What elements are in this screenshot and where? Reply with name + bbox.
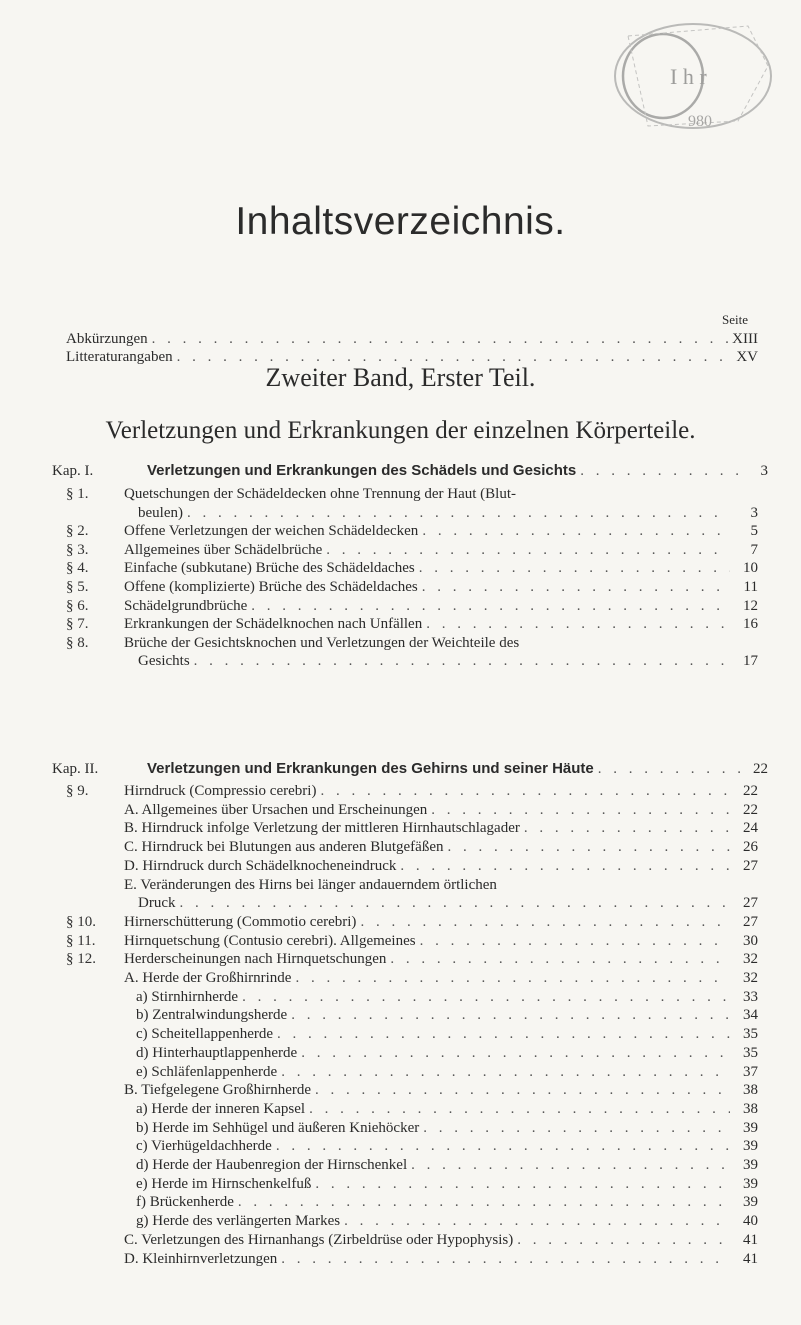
toc-entry xyxy=(124,1082,758,1099)
chapter-number: Kap. I. xyxy=(52,463,94,479)
entry-page: 39 xyxy=(743,1138,758,1155)
toc-entry xyxy=(124,858,758,875)
toc-entry xyxy=(138,895,758,912)
toc-entry xyxy=(124,914,758,931)
band-title: Zweiter Band, Erster Teil. xyxy=(265,363,536,392)
entry-label: Druck xyxy=(138,895,176,912)
entry-page: 32 xyxy=(743,970,758,986)
entry-label-line1: E. Veränderungen des Hirns bei länger andauerndem örtlichen xyxy=(124,876,497,893)
toc-entry xyxy=(136,1157,758,1174)
entry-label: b) Herde im Sehhügel und äußeren Kniehöcker xyxy=(136,1119,420,1136)
entry-label: Abkürzungen xyxy=(66,331,148,347)
toc-entry xyxy=(136,1120,758,1137)
entry-label: g) Herde des verlängerten Markes xyxy=(136,1213,341,1230)
part-title: Verletzungen und Erkrankungen der einzelnen Körperteile. xyxy=(105,417,696,444)
toc-entry xyxy=(136,1176,758,1193)
entry-page: 39 xyxy=(743,1119,758,1136)
entry-label: A. Allgemeines über Ursachen und Erscheinungen xyxy=(124,801,428,818)
toc-entry xyxy=(136,1194,758,1211)
section-number: § 3. xyxy=(66,541,89,558)
entry-page: 7 xyxy=(750,541,758,558)
entry-label: Hirndruck (Compressio cerebri) xyxy=(124,783,317,799)
entry-label: Schädelgrundbrüche xyxy=(124,597,248,614)
toc-entry xyxy=(136,1138,758,1155)
toc-entry xyxy=(136,1064,758,1081)
stamp-text-bottom: 980 xyxy=(688,113,712,130)
chapter-title: Verletzungen und Erkrankungen des Schädels und Gesichts xyxy=(147,462,577,479)
entry-label: c) Scheitellappenherde xyxy=(136,1026,274,1043)
toc-entry xyxy=(136,1101,758,1118)
entry-page: 39 xyxy=(743,1157,758,1173)
entry-label: Hirnquetschung (Contusio cerebri). Allgemeines xyxy=(124,932,416,949)
section-number: § 11. xyxy=(66,932,96,949)
toc-entry xyxy=(136,1026,758,1043)
toc-entry xyxy=(136,1007,758,1024)
section-number: § 5. xyxy=(66,579,89,595)
entry-label: a) Stirnhirnherde xyxy=(136,988,239,1005)
toc-entry xyxy=(124,598,758,615)
entry-page: XV xyxy=(736,349,758,365)
toc-entry xyxy=(124,970,758,987)
entry-label: D. Hirndruck durch Schädelknocheneindruck xyxy=(124,857,397,874)
entry-page: 34 xyxy=(743,1007,758,1024)
entry-page: 33 xyxy=(743,988,758,1005)
entry-page: 24 xyxy=(743,820,758,837)
entry-page: 30 xyxy=(743,932,758,949)
section-number: § 12. xyxy=(66,951,96,968)
entry-page: 38 xyxy=(743,1082,758,1099)
entry-page: 27 xyxy=(743,857,758,874)
entry-page: 38 xyxy=(743,1100,758,1117)
toc-entry xyxy=(124,802,758,819)
toc-entry xyxy=(124,560,758,577)
stamp-text-top: I h r xyxy=(670,64,707,89)
section-number: § 4. xyxy=(66,560,89,577)
entry-page: 22 xyxy=(743,783,758,799)
entry-label: b) Zentralwindungsherde xyxy=(136,1007,288,1024)
entry-label: f) Brückenherde xyxy=(136,1194,234,1211)
entry-label: d) Herde der Haubenregion der Hirnschenkel xyxy=(136,1157,408,1173)
entry-label: Litteraturangaben xyxy=(66,349,173,365)
toc-entry xyxy=(124,523,758,540)
toc-entry xyxy=(136,989,758,1006)
entry-page: 41 xyxy=(743,1250,758,1267)
entry-page: 10 xyxy=(743,560,758,577)
entry-page: 35 xyxy=(743,1044,758,1061)
chapter-heading xyxy=(52,462,768,480)
entry-page: XIII xyxy=(732,331,758,347)
entry-label: d) Hinterhauptlappenherde xyxy=(136,1044,298,1061)
toc-entry xyxy=(124,1251,758,1268)
entry-label: D. Kleinhirnverletzungen xyxy=(124,1250,278,1267)
entry-label: C. Hirndruck bei Blutungen aus anderen Blutgefäßen xyxy=(124,839,444,856)
entry-page: 41 xyxy=(743,1231,758,1248)
entry-label: C. Verletzungen des Hirnanhangs (Zirbeldrüse oder Hypophysis) xyxy=(124,1231,514,1248)
entry-page: 5 xyxy=(750,523,758,540)
chapter-page: 22 xyxy=(753,761,768,777)
toc-entry xyxy=(66,331,758,348)
entry-label: Hirnerschütterung (Commotio cerebri) xyxy=(124,913,357,930)
entry-label: A. Herde der Großhirnrinde xyxy=(124,970,292,986)
entry-label: Offene Verletzungen der weichen Schädeldecken xyxy=(124,523,419,540)
entry-page: 12 xyxy=(743,597,758,614)
page-title: Inhaltsverzeichnis. xyxy=(235,200,566,243)
entry-page: 39 xyxy=(743,1175,758,1192)
section-number: § 1. xyxy=(66,486,89,502)
entry-page: 3 xyxy=(750,504,758,521)
chapter-number: Kap. II. xyxy=(52,761,99,777)
entry-label: Erkrankungen der Schädelknochen nach Unfällen xyxy=(124,616,423,633)
entry-page: 35 xyxy=(743,1026,758,1043)
toc-entry xyxy=(124,839,758,856)
entry-label: Gesichts xyxy=(138,653,190,670)
toc-entry xyxy=(136,1045,758,1062)
toc-entry xyxy=(124,542,758,559)
section-number: § 7. xyxy=(66,616,89,633)
chapter-title: Verletzungen und Erkrankungen des Gehirns und seiner Häute xyxy=(147,760,594,777)
toc-entry xyxy=(138,653,758,670)
entry-label: B. Hirndruck infolge Verletzung der mittleren Hirnhautschlagader xyxy=(124,820,520,837)
toc-entry xyxy=(124,616,758,633)
entry-label: Offene (komplizierte) Brüche des Schädeldaches xyxy=(124,579,418,595)
entry-page: 40 xyxy=(743,1213,758,1230)
entry-label: beulen) xyxy=(138,504,183,521)
toc-entry xyxy=(124,933,758,950)
entry-label: a) Herde der inneren Kapsel xyxy=(136,1100,306,1117)
toc-entry xyxy=(124,1232,758,1249)
entry-label: Einfache (subkutane) Brüche des Schädeldaches xyxy=(124,560,415,577)
section-number: § 9. xyxy=(66,783,89,799)
chapter-heading xyxy=(52,760,768,778)
entry-page: 26 xyxy=(743,839,758,856)
entry-label-line1: Quetschungen der Schädeldecken ohne Trennung der Haut (Blut- xyxy=(124,486,516,502)
entry-page: 37 xyxy=(743,1063,758,1080)
entry-label: e) Herde im Hirnschenkelfuß xyxy=(136,1175,312,1192)
section-number: § 8. xyxy=(66,634,89,651)
toc-entry xyxy=(124,951,758,968)
entry-label: Herderscheinungen nach Hirnquetschungen xyxy=(124,951,387,968)
toc-entry xyxy=(124,579,758,596)
section-number: § 2. xyxy=(66,523,89,540)
seite-label: Seite xyxy=(722,312,748,327)
toc-entry xyxy=(138,505,758,522)
section-number: § 6. xyxy=(66,597,89,614)
entry-page: 16 xyxy=(743,616,758,633)
entry-label: B. Tiefgelegene Großhirnherde xyxy=(124,1082,312,1099)
entry-label: c) Vierhügeldachherde xyxy=(136,1138,272,1155)
entry-label: e) Schläfenlappenherde xyxy=(136,1063,278,1080)
entry-label-line1: Brüche der Gesichtsknochen und Verletzungen der Weichteile des xyxy=(124,634,520,651)
entry-page: 27 xyxy=(743,913,758,930)
toc-entry xyxy=(136,1213,758,1230)
section-number: § 10. xyxy=(66,913,96,930)
entry-page: 17 xyxy=(743,653,758,670)
entry-page: 11 xyxy=(743,579,758,595)
entry-label: Allgemeines über Schädelbrüche xyxy=(124,541,323,558)
entry-page: 27 xyxy=(743,895,758,912)
toc-entry xyxy=(124,820,758,837)
library-stamp xyxy=(598,6,788,146)
chapter-page: 3 xyxy=(760,463,768,479)
entry-page: 32 xyxy=(743,951,758,968)
entry-page: 22 xyxy=(743,801,758,818)
toc-entry xyxy=(124,783,758,800)
entry-page: 39 xyxy=(743,1194,758,1211)
